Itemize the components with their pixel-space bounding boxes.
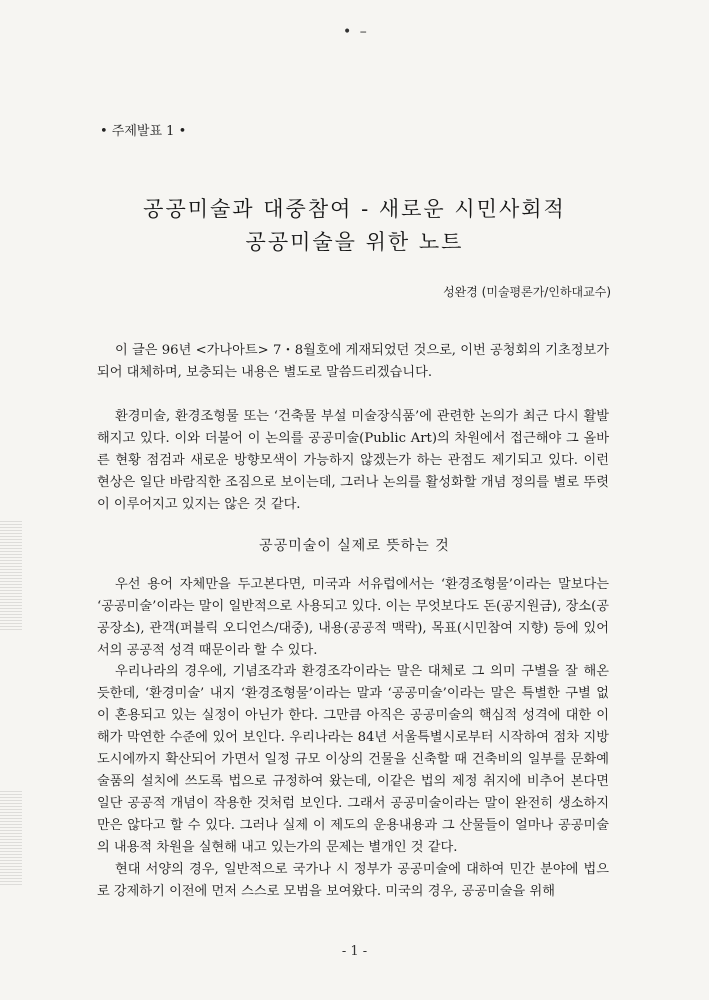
scan-edge-artifact bbox=[0, 790, 22, 885]
section-heading: 공공미술이 실제로 뜻하는 것 bbox=[259, 538, 450, 554]
intro-paragraph bbox=[97, 340, 609, 384]
paragraph-text: 환경미술, 환경조형물 또는 ‘건축물 부설 미술장식품’에 관련한 논의가 최근 다시 활발해지고 있다. 이와 더불어 이 논의를 공공미술(Public Art)의 차원에서 접근해야 그 올바른 현황 점검과 새로운 방향모색이 가능하지 않겠는가 하는 관점도 제기되고 있다. 이런 현상은 일단 바람직한 조짐으로 보이는데, 그러나 논의를 활성화할 개념 정의를 별로 뚜렷이 이루어지고 있지는 않은 것 같다. bbox=[97, 409, 609, 512]
section-tag: • 주제발표 1 • bbox=[100, 124, 187, 139]
paragraph-text: 우리나라의 경우에, 기념조각과 환경조각이라는 말은 대체로 그 의미 구별을 잘 해온 듯한데, ‘환경미술’ 내지 ‘환경조형물’이라는 말과 ‘공공미술’이라는 말은 특별한 구별 없이 혼용되고 있는 실정이 아닌가 한다. 그만큼 아직은 공공미술의 핵심적 성격에 대한 이해가 막연한 수준에 있어 보인다. 우리나라는 84년 서울특별시로부터 시작하여 점차 지방도시에까지 확산되어 가면서 일정 규모 이상의 건물을 신축할 때 건축비의 일부를 문화예술품의 설치에 쓰도록 법으로 규정하여 왔는데, 이같은 법의 제정 취지에 비추어 본다면 일단 공공적 개념이 작용한 것처럼 보인다. 그래서 공공미술이라는 말이 완전히 생소하지만은 않다고 할 수 있다. 그러나 실제 이 제도의 운용내용과 그 산물들이 얼마나 공공미술의 내용적 차원을 실현해 내고 있는가의 문제는 별개인 것 같다. bbox=[97, 664, 609, 855]
paragraph-text: 현대 서양의 경우, 일반적으로 국가나 시 정부가 공공미술에 대하여 민간 분야에 법으로 강제하기 이전에 먼저 스스로 모범을 보여왔다. 미국의 경우, 공공미술을 위해 bbox=[97, 862, 609, 899]
document-title-line-1: 공공미술과 대중참여 - 새로운 시민사회적 bbox=[143, 197, 566, 221]
body-paragraph bbox=[97, 406, 609, 516]
section-paragraph bbox=[97, 574, 609, 662]
paragraph-text: 이 글은 96년 <가나아트> 7・8월호에 게재되었던 것으로, 이번 공청회의 기초정보가 되어 대체하며, 보충되는 내용은 별도로 말씀드리겠습니다. bbox=[97, 343, 609, 380]
paragraph-text: 우선 용어 자체만을 두고본다면, 미국과 서유럽에서는 ‘환경조형물’이라는 말보다는 ‘공공미술’이라는 말이 일반적으로 사용되고 있다. 이는 무엇보다도 돈(공지원금), 장소(공공장소), 관객(퍼블릭 오디언스/대중), 내용(공공적 맥락), 목표(시민참여 지향) 등에 있어서의 공공적 성격 때문이라 할 수 있다. bbox=[97, 577, 609, 658]
page-number: - 1 - bbox=[341, 944, 368, 959]
section-paragraph bbox=[97, 661, 609, 903]
author-byline: 성완경 (미술평론가/인하대교수) bbox=[443, 285, 611, 299]
top-mark: • – bbox=[343, 24, 369, 40]
document-title-line-2: 공공미술을 위한 노트 bbox=[245, 230, 464, 254]
